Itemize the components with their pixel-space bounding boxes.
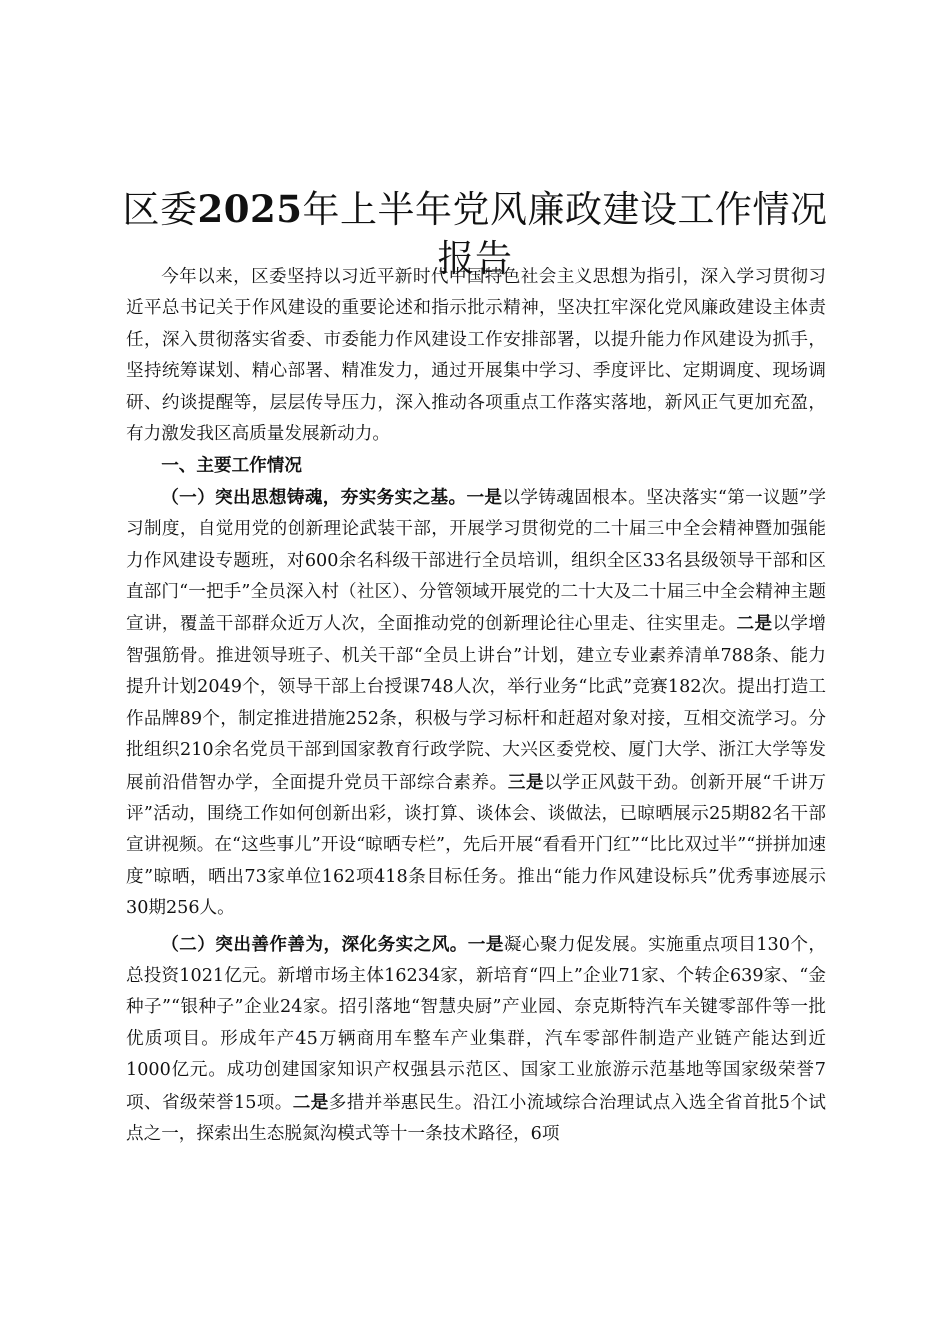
point-3-lead: 三是 — [507, 771, 545, 793]
title-suffix: 年上半年党风廉政建设工作情况报告 — [302, 187, 828, 280]
point-2-2-lead: 二是 — [292, 1091, 329, 1113]
intro-paragraph: 今年以来，区委坚持以习近平新时代中国特色社会主义思想为指引，深入学习贯彻习近平总书记关于作风建设的重要论述和指示批示精神，坚决扛牢深化党风廉政建设主体责任，深入贯彻落实省委、市委能力作风建设工作安排部署，以提升能力作风建设为抓手，坚持统筹谋划、精心部署、精准发力，通过开展集中学习、季度评比、定期调度、现场调研、约谈提醒等，层层传导压力，深入推动各项重点工作落实落地，新风正气更加充盈，有力激发我区高质量发展新动力。 — [126, 267, 826, 445]
title-year: 2025 — [197, 186, 303, 231]
subsection-1-heading: （一）突出思想铸魂，夯实务实之基。 — [161, 486, 467, 508]
point-2-1-lead: 一是 — [467, 933, 504, 955]
subsection-2-heading: （二）突出善作善为，深化务实之风。 — [161, 933, 468, 955]
title-prefix: 区委 — [122, 187, 198, 231]
subsection-2-paragraph — [126, 929, 826, 1151]
point-1-lead: 一是 — [466, 486, 503, 508]
point-2-1-text: 凝心聚力促发展。实施重点项目130个，总投资1021亿元。新增市场主体16234家，新培育“四上”企业71家、个转企639家、“金种子”“银种子”企业24家。招引落地“智慧央厨”产业园、奈克斯特汽车关键零部件等一批优质项目。形成年产45万辆商用车整车产业集群，汽车零部件制造产业链产能达到近1000亿元。成功创建国家知识产权强县示范区、国家工业旅游示范基地等国家级荣誉7项、省级荣誉15项。 — [126, 934, 826, 1113]
document-body — [126, 262, 826, 1150]
point-2-text: 以学增智强筋骨。推进领导班子、机关干部“全员上讲台”计划，建立专业素养清单788条、能力提升计划2049个，领导干部上台授课748人次，举行业务“比武”竞赛182次。提出打造工作品牌89个，制定推进措施252条，积极与学习标杆和赶超对象对接，互相交流学习。分批组织210余名党员干部到国家教育行政学院、大兴区委党校、厦门大学、浙江大学等发展前沿借智办学，全面提升党员干部综合素养。 — [126, 614, 826, 793]
subsection-1-paragraph — [126, 482, 826, 925]
point-1-text: 以学铸魂固根本。坚决落实“第一议题”学习制度，自觉用党的创新理论武装干部，开展学习贯彻党的二十届三中全会精神暨加强能力作风建设专题班，对600余名科级干部进行全员培训，组织全区33名县级领导干部和区直部门“一把手”全员深入村（社区）、分管领域开展党的二十大及二十届三中全会精神主题宣讲，覆盖干部群众近万人次，全面推动党的创新理论往心里走、往实里走。 — [126, 487, 826, 635]
section-heading-main-work: 一、主要工作情况 — [161, 455, 302, 477]
point-2-2-text: 多措并举惠民生。沿江小流域综合治理试点入选全省首批5个试点之一，探索出生态脱氮沟模式等十一条技术路径，6项 — [126, 1092, 826, 1144]
point-3-text: 以学正风鼓干劲。创新开展“千讲万评”活动，围绕工作如何创新出彩，谈打算、谈体会、谈做法，已晾晒展示25期82名干部宣讲视频。在“这些事儿”开设“晾晒专栏”，先后开展“看看开门红”“比比双过半”“拼拼加速度”晾晒，晒出73家单位162项418条目标任务。推出“能力作风建设标兵”优秀事迹展示30期256人。 — [126, 772, 826, 919]
point-2-lead: 二是 — [736, 613, 773, 635]
